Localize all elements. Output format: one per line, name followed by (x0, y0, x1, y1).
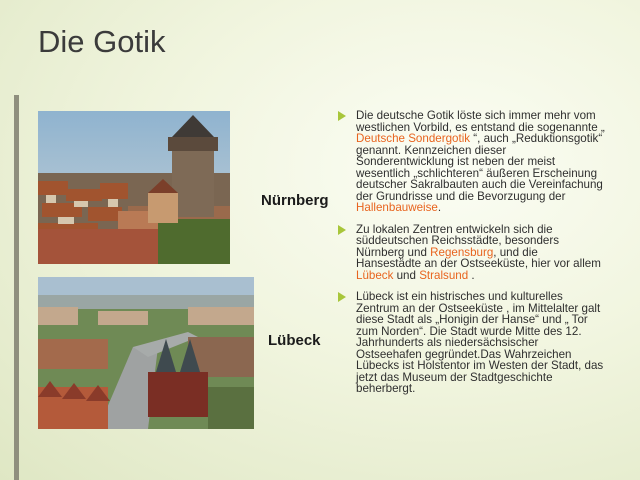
link-hallenbauweise[interactable]: Hallenbauweise (356, 201, 438, 214)
triangle-bullet-icon (338, 225, 346, 235)
triangle-bullet-icon (338, 292, 346, 302)
link-regensburg[interactable]: Regensburg (430, 245, 494, 259)
bullet-text: “, auch „Reduktionsgotik“ genannt. Kennzeichen dieser Sonderentwicklung ist neben der meist wesentlich „schlichteren“ äußeren Erscheinung deutscher Sakralbauten auch die Vereinfachung der Grundrisse und die Bevorzugung der (356, 132, 603, 203)
link-luebeck[interactable]: Lübeck (356, 268, 394, 282)
bullet-text: Die deutsche Gotik löste sich immer mehr vom westlichen Vorbild, es entstand die sogenannte „ (356, 109, 605, 134)
bullet-text: . (437, 201, 442, 214)
bullet-item (336, 224, 606, 282)
bullet-text: , und die Hansestädte an der Ostseeküste, hier vor allem (356, 245, 601, 270)
nuernberg-label: Nürnberg (261, 192, 329, 209)
link-stralsund[interactable]: Stralsund (419, 268, 469, 282)
bullet-text: Lübeck ist ein histrisches und kulturelles Zentrum an der Ostseeküste , im Mittelalter galt diese Stadt als „Honigin der Hanse“ und „ Tor zum Norden“. Die Stadt wurde Mitte des 12. Jahrhunderts als niedersächsischer Ostseehafen gegründet.Das Wahrzeichen Lübecks ist Holstentor im Westen der Stadt, das jetzt das Museum der Stadtgeschichte beherbergt. (356, 290, 604, 395)
bullet-text: Zu lokalen Zentren entwickeln sich die süddeutschen Reichsstädte, besonders Nürnberg und (356, 222, 560, 259)
triangle-bullet-icon (338, 111, 346, 121)
bullet-item (336, 291, 606, 395)
luebeck-label: Lübeck (268, 332, 321, 349)
bullet-item (336, 110, 606, 214)
nuernberg-photo (38, 111, 230, 264)
link-deutsche-sondergotik[interactable]: Deutsche Sondergotik (356, 132, 471, 145)
bullet-text: und (393, 268, 420, 282)
left-accent-bar (14, 95, 19, 480)
bullet-text: . (468, 268, 475, 282)
slide-title: Die Gotik (38, 24, 166, 59)
luebeck-photo (38, 277, 254, 429)
bullet-list (336, 110, 606, 405)
